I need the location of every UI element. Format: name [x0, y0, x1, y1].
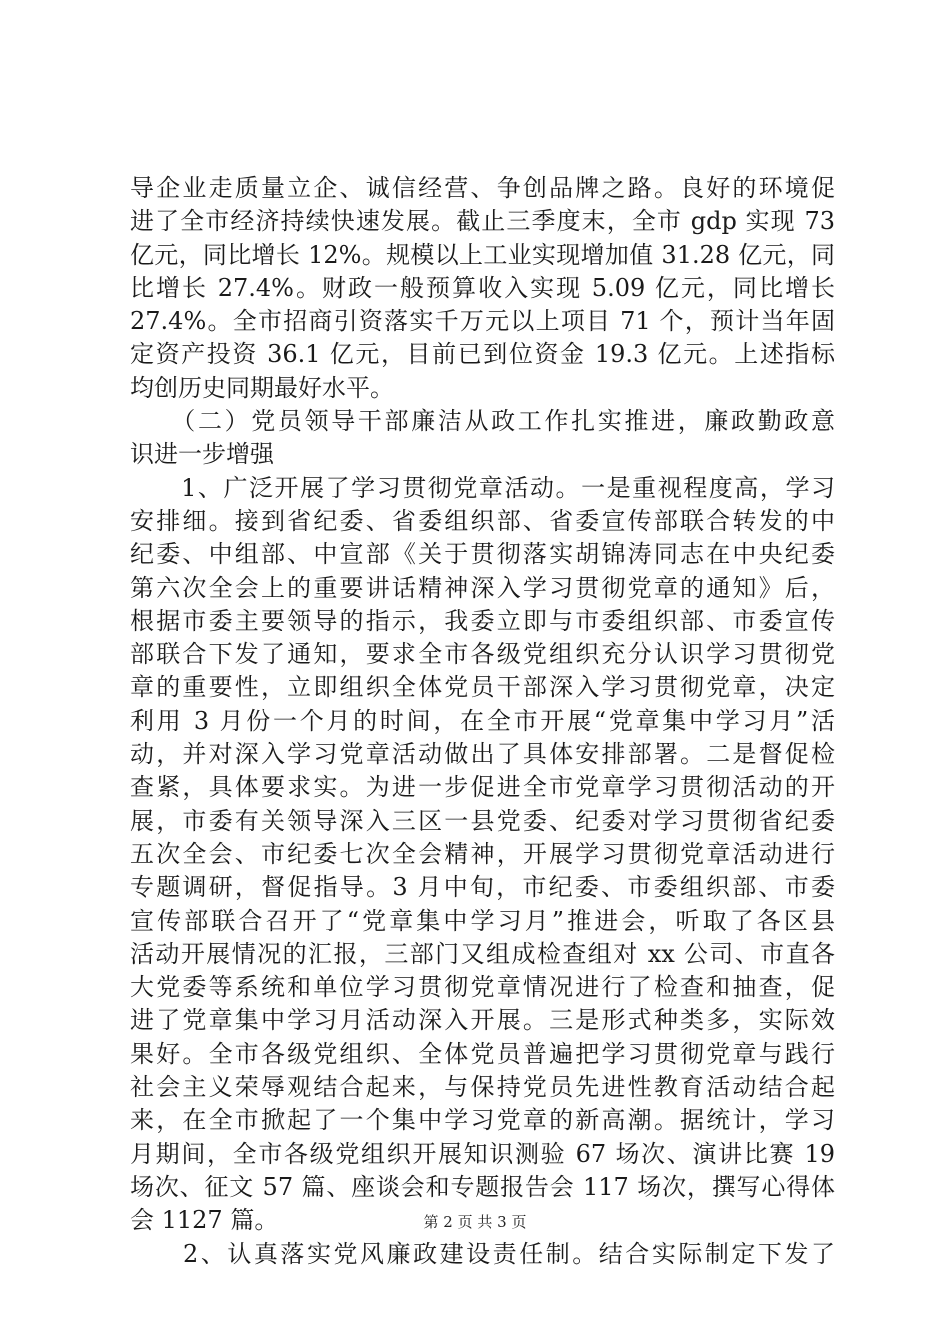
text-line: 2、认真落实党风廉政建设责任制。结合实际制定下发了	[130, 1239, 835, 1268]
text-line: 进了党章集中学习月活动深入开展。三是形式种类多，实际效	[130, 1006, 835, 1035]
text-line: 纪委、中组部、中宣部《关于贯彻落实胡锦涛同志在中央纪委	[130, 540, 835, 569]
text-line: 均创历史同期最好水平。	[130, 373, 394, 402]
text-line: 27.4%。全市招商引资落实千万元以上项目 71 个，预计当年固	[130, 307, 835, 336]
text-line: 定资产投资 36.1 亿元，目前已到位资金 19.3 亿元。上述指标	[130, 340, 835, 369]
text-line: 进了全市经济持续快速发展。截止三季度末，全市 gdp 实现 73	[130, 207, 835, 236]
text-line: 1、广泛开展了学习贯彻党章活动。一是重视程度高，学习	[130, 473, 835, 502]
text-line: 动，并对深入学习党章活动做出了具体安排部署。二是督促检	[130, 740, 835, 769]
text-line: 识进一步增强	[130, 440, 274, 469]
page-footer: 第 2 页 共 3 页	[423, 1213, 527, 1231]
text-line: （二）党员领导干部廉洁从政工作扎实推进，廉政勤政意	[130, 407, 835, 436]
text-line: 五次全会、市纪委七次全会精神，开展学习贯彻党章活动进行	[130, 839, 835, 868]
text-line: 展，市委有关领导深入三区一县党委、纪委对学习贯彻省纪委	[130, 806, 835, 835]
text-line: 导企业走质量立企、诚信经营、争创品牌之路。良好的环境促	[130, 174, 835, 202]
text-line: 月期间，全市各级党组织开展知识测验 67 场次、演讲比赛 19	[130, 1139, 835, 1168]
text-line: 来，在全市掀起了一个集中学习党章的新高潮。据统计，学习	[130, 1106, 835, 1135]
text-line: 安排细。接到省纪委、省委组织部、省委宣传部联合转发的中	[130, 506, 835, 535]
text-line: 根据市委主要领导的指示，我委立即与市委组织部、市委宣传	[130, 606, 835, 635]
text-line: 会 1127 篇。	[130, 1206, 279, 1235]
text-line: 专题调研，督促指导。3 月中旬，市纪委、市委组织部、市委	[130, 873, 835, 902]
text-line: 亿元，同比增长 12%。规模以上工业实现增加值 31.28 亿元，同	[130, 240, 835, 269]
text-line: 大党委等系统和单位学习贯彻党章情况进行了检查和抽查，促	[130, 973, 835, 1002]
text-line: 第六次全会上的重要讲话精神深入学习贯彻党章的通知》后，	[130, 573, 835, 602]
text-line: 比增长 27.4%。财政一般预算收入实现 5.09 亿元，同比增长	[130, 273, 835, 302]
text-line: 章的重要性，立即组织全体党员干部深入学习贯彻党章，决定	[130, 673, 835, 702]
text-line: 活动开展情况的汇报，三部门又组成检查组对 xx 公司、市直各	[130, 939, 835, 968]
text-line: 场次、征文 57 篇、座谈会和专题报告会 117 场次，撰写心得体	[130, 1172, 835, 1201]
text-line: 利用 3 月份一个月的时间，在全市开展“党章集中学习月”活	[130, 706, 835, 735]
text-line: 查紧，具体要求实。为进一步促进全市党章学习贯彻活动的开	[130, 773, 835, 802]
text-line: 宣传部联合召开了“党章集中学习月”推进会，听取了各区县	[130, 906, 835, 935]
text-line: 果好。全市各级党组织、全体党员普遍把学习贯彻党章与践行	[130, 1039, 835, 1068]
body-text	[130, 172, 835, 1271]
text-line: 社会主义荣辱观结合起来，与保持党员先进性教育活动结合起	[130, 1073, 835, 1102]
text-line: 部联合下发了通知，要求全市各级党组织充分认识学习贯彻党	[130, 640, 835, 669]
